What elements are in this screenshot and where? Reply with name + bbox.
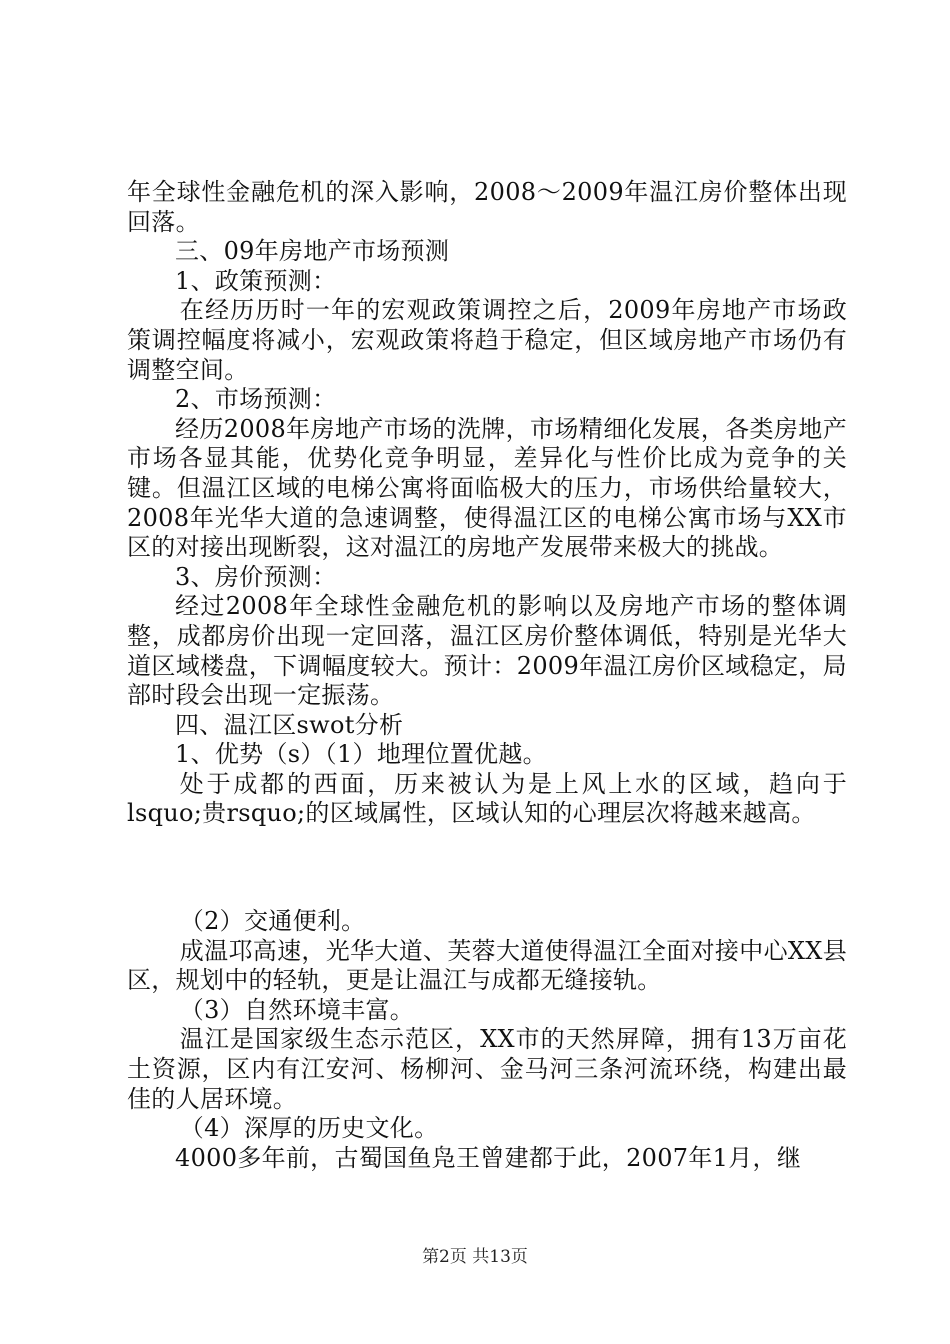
paragraph: 3、房价预测： (175, 562, 337, 591)
paragraph: （3）自然环境丰富。 (179, 995, 415, 1024)
paragraph: 年全球性金融危机的深入影响，2008～2009年温江房价整体出现回落。 (127, 178, 847, 236)
paragraph: 三、09年房地产市场预测 (175, 237, 450, 266)
paragraph: 4000多年前，古蜀国鱼凫王曾建都于此，2007年1月，继 (175, 1143, 802, 1172)
paragraph: 四、温江区swot分析 (175, 710, 404, 739)
paragraph: 温江是国家级生态示范区，XX市的天然屏障，拥有13万亩花土资源，区内有江安河、杨柳河、金马河三条河流环绕，构建出最佳的人居环境。 (127, 1025, 847, 1113)
paragraph: 1、政策预测： (175, 266, 337, 295)
paragraph: 2、市场预测： (175, 385, 337, 414)
paragraph: 成温邛高速，光华大道、芙蓉大道使得温江全面对接中心XX县区，规划中的轻轨，更是让温江与成都无缝接轨。 (127, 936, 847, 995)
paragraph: （2）交通便利。 (179, 907, 366, 936)
document-body (127, 178, 847, 1173)
paragraph: 经历2008年房地产市场的洗牌，市场精细化发展，各类房地产市场各显其能，优势化竞争明显，差异化与性价比成为竞争的关键。但温江区域的电梯公寓将面临极大的压力，市场供给量较大，2008年光华大道的急速调整，使得温江区的电梯公寓市场与XX市区的对接出现断裂，这对温江的房地产发展带来极大的挑战。 (127, 414, 847, 562)
paragraph-spacer (127, 853, 847, 883)
paragraph: 经过2008年全球性金融危机的影响以及房地产市场的整体调整，成都房价出现一定回落，温江区房价整体调低，特别是光华大道区域楼盘，下调幅度较大。预计：2009年温江房价区域稳定，局部时段会出现一定振荡。 (127, 592, 847, 710)
paragraph: 1、优势（s）（1）地理位置优越。 (175, 740, 547, 769)
paragraph: （4）深厚的历史文化。 (179, 1114, 439, 1143)
paragraph: 在经历历时一年的宏观政策调控之后，2009年房地产市场政策调控幅度将减小，宏观政策将趋于稳定，但区域房地产市场仍有调整空间。 (127, 296, 847, 384)
page-footer: 第2页 共13页 (422, 1247, 528, 1267)
paragraph: 处于成都的西面，历来被认为是上风上水的区域，趋向于lsquo;贵rsquo;的区域属性，区域认知的心理层次将越来越高。 (127, 769, 847, 828)
